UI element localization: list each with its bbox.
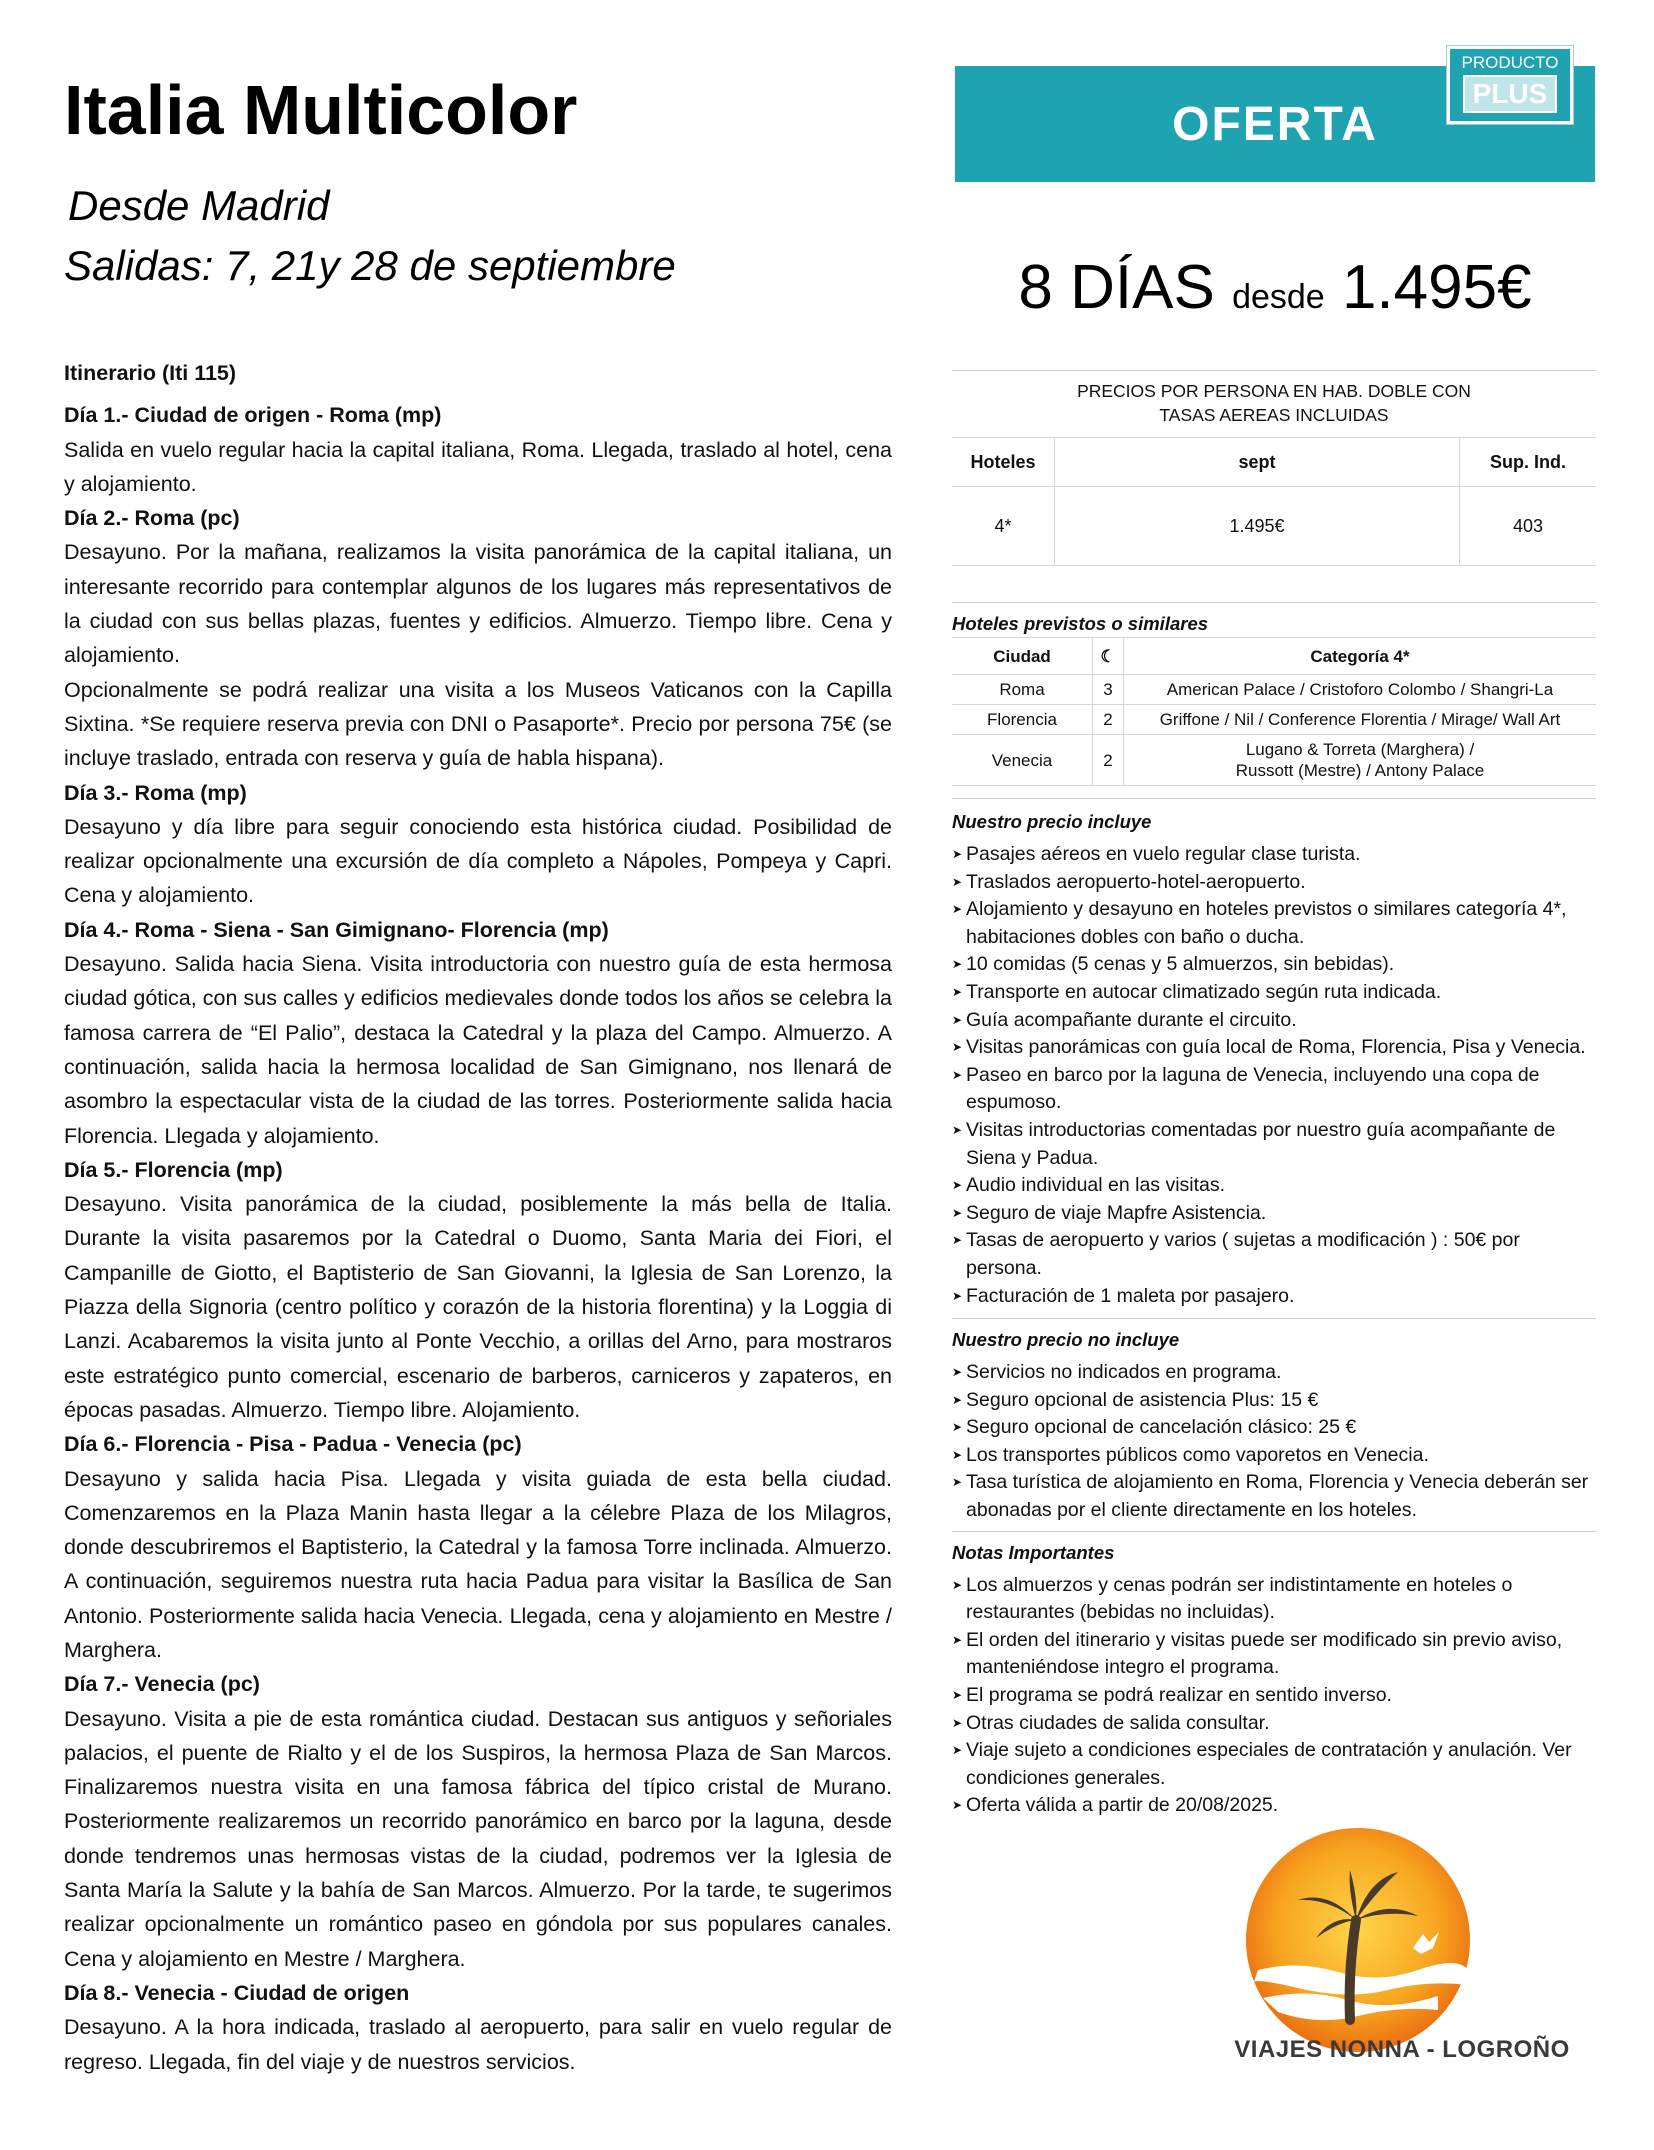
day-description: Desayuno. Salida hacia Siena. Visita introductoria con nuestro guía de esta hermosa ciudad gótica, con sus calles y edificios medievales donde todos los años se celebra la famosa carrera de “El Palio”, destaca la Catedral y la plaza del Campo. Almuerzo. A continuación, salida hacia la hermosa localidad de San Gimignano, nos llenará de asombro la espectacular vista de la ciudad de las torres. Posteriormente salida hacia Florencia. Llegada y alojamiento. <box>64 952 892 1148</box>
hotel-names <box>1124 735 1597 786</box>
moon-icon: ☾ <box>1093 638 1124 675</box>
day-title: Día 7.- Venecia (pc) <box>64 1672 260 1697</box>
days-count: 8 DÍAS <box>1018 253 1215 322</box>
origin-subtitle: Desde Madrid <box>68 182 330 229</box>
notes-list <box>952 1572 1596 1820</box>
day-title: Día 5.- Florencia (mp) <box>64 1157 283 1182</box>
notes-item: ➤ Viaje sujeto a condiciones especiales de contratación y anulación. Ver condiciones generales. <box>952 1737 1596 1792</box>
headline-price: 1.495€ <box>1341 253 1532 322</box>
hotel-names-line2: Russott (Mestre) / Antony Palace <box>1235 761 1485 780</box>
includes-list <box>952 841 1596 1310</box>
includes-item: ➤ Visitas introductorias comentadas por nuestro guía acompañante de Siena y Padua. <box>952 1117 1596 1172</box>
day-description: Desayuno. Visita panorámica de la ciudad, posiblemente la más bella de Italia. Durante la visita pasaremos por la Catedral o Duomo, Santa Maria dei Fiori, el Campanille de Giotto, el Baptisterio de San Giovanni, la Iglesia de San Lorenzo, la Piazza della Signoria (centro político y corazón de la historia florentina) y la Loggia di Lanzi. Acabaremos la visita junto al Ponte Vecchio, a orillas del Arno, para mostraros este estratégico punto comercial, escenario de barberos, carniceros y zapateros, en épocas pasadas. Almuerzo. Tiempo libre. Alojamiento. <box>64 1192 892 1422</box>
hotel-nights: 2 <box>1093 705 1124 735</box>
hotel-nights: 2 <box>1093 735 1124 786</box>
hotel-row <box>952 705 1596 735</box>
col-category: Categoría 4* <box>1124 638 1597 675</box>
producto-plus-badge <box>1447 46 1573 124</box>
day-description: Opcionalmente se podrá realizar una visita a los Museos Vaticanos con la Capilla Sixtina. *Se requiere reserva previa con DNI o Pasaporte*. Precio por persona 75€ (se incluye traslado, entrada con reserva y guía de habla hispana). <box>64 677 892 771</box>
prices-header <box>952 371 1596 437</box>
departures-subtitle: Salidas: 7, 21y 28 de septiembre <box>64 242 676 289</box>
excludes-item: ➤ Seguro opcional de asistencia Plus: 15 € <box>952 1387 1596 1415</box>
col-city: Ciudad <box>952 638 1093 675</box>
row-category: 4* <box>952 487 1055 566</box>
excludes-item: ➤ Servicios no indicados en programa. <box>952 1359 1596 1387</box>
day-description: Desayuno y día libre para seguir conociendo esta histórica ciudad. Posibilidad de realizar opcionalmente una excursión de día completo a Nápoles, Pompeya y Capri. Cena y alojamiento. <box>64 814 892 908</box>
day-description: Desayuno y salida hacia Pisa. Llegada y visita guiada de esta bella ciudad. Comenzaremos en la Plaza Manin hasta llegar a la célebre Plaza de los Milagros, donde descubriremos el Baptisterio, la Catedral y la famosa Torre inclinada. Almuerzo. A continuación, seguiremos nuestra ruta hacia Padua para visitar la Basílica de San Antonio. Posteriormente salida hacia Venecia. Llegada, cena y alojamiento en Mestre / Marghera. <box>64 1466 892 1662</box>
hotel-row <box>952 675 1596 705</box>
prices-table <box>952 437 1596 566</box>
includes-item: ➤ Guía acompañante durante el circuito. <box>952 1007 1596 1035</box>
hotel-names: American Palace / Cristoforo Colombo / Shangri-La <box>1124 675 1597 705</box>
includes-item: ➤ Alojamiento y desayuno en hoteles previstos o similares categoría 4*, habitaciones dobles con baño o ducha. <box>952 896 1596 951</box>
day-description: Desayuno. Por la mañana, realizamos la visita panorámica de la capital italiana, un interesante recorrido para contemplar algunos de los lugares más representativos de la ciudad con sus bellas plazas, fuentes y edificios. Almuerzo. Tiempo libre. Cena y alojamiento. <box>64 540 892 668</box>
itinerary <box>64 356 892 2079</box>
excludes-list <box>952 1359 1596 1525</box>
hotel-names-line1: Lugano & Torreta (Marghera) / <box>1245 740 1475 759</box>
hotels-table <box>952 637 1596 786</box>
hotel-city: Roma <box>952 675 1093 705</box>
notes-item: ➤ El programa se podrá realizar en sentido inverso. <box>952 1682 1596 1710</box>
includes-item: ➤ Traslados aeropuerto-hotel-aeropuerto. <box>952 869 1596 897</box>
itinerary-title: Itinerario (Iti 115) <box>64 361 237 385</box>
day-description: Salida en vuelo regular hacia la capital italiana, Roma. Llegada, traslado al hotel, cena y alojamiento. <box>64 437 892 496</box>
page-title: Italia Multicolor <box>64 71 578 149</box>
day-description: Desayuno. Visita a pie de esta romántica ciudad. Destacan sus antiguos y señoriales palacios, el puente de Rialto y el de los Suspiros, la hermosa Plaza de San Marcos. Finalizaremos nuestra visita en una famosa fábrica del típico cristal de Murano. Posteriormente realizaremos un recorrido panorámico en barco por la laguna, desde donde tendremos unas hermosas vistas de la ciudad, podremos ver la Iglesia de Santa María la Salute y la bahía de San Marcos. Almuerzo. Por la tarde, te sugerimos realizar opcionalmente un romántico paseo en góndola por sus populares canales. Cena y alojamiento en Mestre / Marghera. <box>64 1706 892 1971</box>
day-description: Desayuno. A la hora indicada, traslado al aeropuerto, para salir en vuelo regular de regreso. Llegada, fin del viaje y de nuestros servicios. <box>64 2015 892 2074</box>
hotel-nights: 3 <box>1093 675 1124 705</box>
includes-item: ➤ Transporte en autocar climatizado según ruta indicada. <box>952 979 1596 1007</box>
hotels-title: Hoteles previstos o similares <box>952 613 1209 634</box>
excludes-item: ➤ Los transportes públicos como vaporetos en Venecia. <box>952 1442 1596 1470</box>
excludes-title: Nuestro precio no incluye <box>952 1329 1180 1351</box>
price-headline <box>955 252 1595 323</box>
notes-item: ➤ Oferta válida a partir de 20/08/2025. <box>952 1792 1596 1820</box>
prices-header-line2: TASAS AEREAS INCLUIDAS <box>1159 405 1389 425</box>
badge-top-text: PRODUCTO <box>1461 53 1559 72</box>
day-title: Día 3.- Roma (mp) <box>64 780 247 805</box>
day-title: Día 6.- Florencia - Pisa - Padua - Venecia (pc) <box>64 1432 522 1457</box>
includes-item: ➤ Pasajes aéreos en vuelo regular clase turista. <box>952 841 1596 869</box>
brand-name: VIAJES NONNA - LOGROÑO <box>1234 2036 1570 2063</box>
notes-item: ➤ Los almuerzos y cenas podrán ser indistintamente en hoteles o restaurantes (bebidas no incluidas). <box>952 1572 1596 1627</box>
excludes-item: ➤ Tasa turística de alojamiento en Roma, Florencia y Venecia deberán ser abonadas por el cliente directamente en los hoteles. <box>952 1469 1596 1524</box>
prices-header-line1: PRECIOS POR PERSONA EN HAB. DOBLE CON <box>1077 381 1471 401</box>
notes-item: ➤ Otras ciudades de salida consultar. <box>952 1710 1596 1738</box>
row-price: 1.495€ <box>1055 487 1460 566</box>
palm-sun-logo-icon <box>1238 1820 1478 2060</box>
row-supplement: 403 <box>1460 487 1597 566</box>
includes-item: ➤ Paseo en barco por la laguna de Venecia, incluyendo una copa de espumoso. <box>952 1062 1596 1117</box>
includes-item: ➤ 10 comidas (5 cenas y 5 almuerzos, sin bebidas). <box>952 951 1596 979</box>
notes-title: Notas Importantes <box>952 1541 1115 1563</box>
day-title: Día 1.- Ciudad de origen - Roma (mp) <box>64 403 442 428</box>
day-title: Día 4.- Roma - Siena - San Gimignano- Florencia (mp) <box>64 917 609 942</box>
notes-item: ➤ El orden del itinerario y visitas puede ser modificado sin previo aviso, manteniéndose integro el programa. <box>952 1627 1596 1682</box>
day-title: Día 8.- Venecia - Ciudad de origen <box>64 1980 410 2005</box>
includes-item: ➤ Visitas panorámicas con guía local de Roma, Florencia, Pisa y Venecia. <box>952 1034 1596 1062</box>
oferta-label: OFERTA <box>1172 97 1378 151</box>
day-title: Día 2.- Roma (pc) <box>64 506 240 531</box>
col-sup: Sup. Ind. <box>1460 438 1597 487</box>
includes-item: ➤ Seguro de viaje Mapfre Asistencia. <box>952 1200 1596 1228</box>
info-column <box>952 370 1596 1820</box>
from-label: desde <box>1232 278 1325 316</box>
hotel-row <box>952 735 1596 786</box>
hotel-city: Venecia <box>952 735 1093 786</box>
includes-item: ➤ Audio individual en las visitas. <box>952 1172 1596 1200</box>
includes-title: Nuestro precio incluye <box>952 811 1152 832</box>
includes-item: ➤ Facturación de 1 maleta por pasajero. <box>952 1283 1596 1311</box>
badge-bottom-text: PLUS <box>1463 75 1557 113</box>
includes-item: ➤ Tasas de aeropuerto y varios ( sujetas a modificación ) : 50€ por persona. <box>952 1227 1596 1282</box>
excludes-item: ➤ Seguro opcional de cancelación clásico: 25 € <box>952 1414 1596 1442</box>
hotel-city: Florencia <box>952 705 1093 735</box>
col-hotels: Hoteles <box>952 438 1055 487</box>
col-month: sept <box>1055 438 1460 487</box>
itinerary-days <box>64 398 892 2079</box>
hotel-names: Griffone / Nil / Conference Florentia / Mirage/ Wall Art <box>1124 705 1597 735</box>
